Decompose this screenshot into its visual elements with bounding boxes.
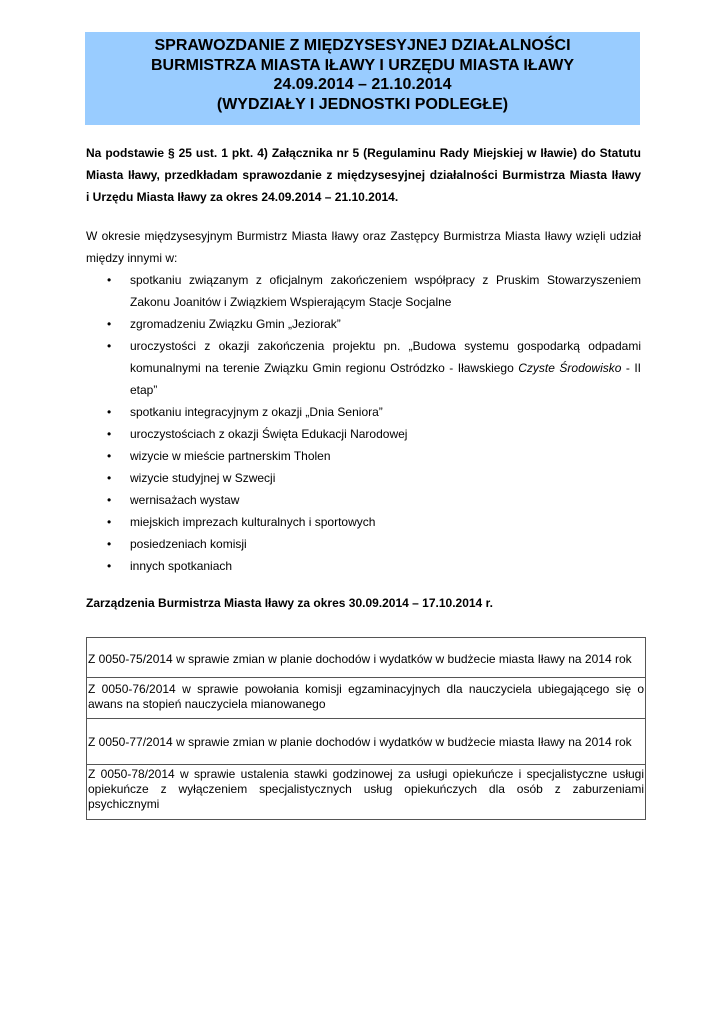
order-text: Z 0050-77/2014 w sprawie zmian w planie dochodów i wydatków w budżecie miasta Iławy na 2014 rok bbox=[88, 735, 632, 749]
table-cell bbox=[87, 719, 646, 765]
table-cell bbox=[87, 678, 646, 719]
bullet-icon: • bbox=[107, 317, 112, 331]
list-item-text: spotkaniu związanym z oficjalnym zakończeniem współpracy z Pruskim Stowarzyszeniem bbox=[130, 273, 641, 287]
bullet-icon: • bbox=[107, 339, 112, 353]
list-item-text: Zakonu Joanitów i Związkiem Wspierającym Stacje Socjalne bbox=[130, 295, 452, 309]
order-text: awans na stopień nauczyciela mianowanego bbox=[88, 697, 326, 711]
table-row bbox=[87, 765, 646, 820]
table-cell bbox=[87, 765, 646, 820]
list-item bbox=[86, 533, 641, 555]
table-row bbox=[87, 638, 646, 678]
list-item-text: miejskich imprezach kulturalnych i sportowych bbox=[130, 515, 376, 529]
bullet-icon: • bbox=[107, 471, 112, 485]
bullet-icon: • bbox=[107, 493, 112, 507]
activities-list bbox=[86, 269, 641, 577]
order-text: opiekuńcze z wyłączeniem specjalistycznych usług opiekuńczych dla osób z zaburzeniami bbox=[88, 782, 644, 796]
bullet-icon: • bbox=[107, 537, 112, 551]
bullet-icon: • bbox=[107, 449, 112, 463]
list-item-text: - II bbox=[621, 361, 641, 375]
report-subtitle: (WYDZIAŁY I JEDNOSTKI PODLEGŁE) bbox=[216, 95, 509, 113]
order-text: Z 0050-75/2014 w sprawie zmian w planie dochodów i wydatków w budżecie miasta Iławy na 2014 rok bbox=[88, 652, 632, 666]
report-title-line: SPRAWOZDANIE Z MIĘDZYSESYJNEJ DZIAŁALNOŚCI bbox=[154, 37, 571, 54]
list-item bbox=[86, 511, 641, 533]
list-item bbox=[86, 401, 641, 423]
list-item bbox=[86, 423, 641, 445]
list-item-text: wizycie studyjnej w Szwecji bbox=[130, 471, 276, 485]
list-item-text: wernisażach wystaw bbox=[130, 493, 240, 507]
table-row bbox=[87, 678, 646, 719]
list-item-text: zgromadzeniu Związku Gmin „Jeziorak” bbox=[130, 317, 341, 331]
list-item-text: spotkaniu integracyjnym z okazji „Dnia Seniora” bbox=[130, 405, 383, 419]
order-text: Z 0050-76/2014 w sprawie powołania komisji egzaminacyjnych dla nauczyciela ubiegającego się o bbox=[88, 682, 644, 696]
bullet-icon: • bbox=[107, 559, 112, 573]
report-date-range: 24.09.2014 – 21.10.2014 bbox=[273, 76, 452, 93]
orders-heading: Zarządzenia Burmistrza Miasta Iławy za okres 30.09.2014 – 17.10.2014 r. bbox=[86, 596, 493, 610]
intro-line: i Urzędu Miasta Iławy za okres 24.09.2014 – 21.10.2014. bbox=[86, 190, 399, 204]
legal-basis-paragraph bbox=[86, 142, 641, 208]
report-title-box bbox=[85, 32, 640, 125]
list-item bbox=[86, 335, 641, 401]
bullet-icon: • bbox=[107, 515, 112, 529]
list-item-text: komunalnymi na terenie Związku Gmin regionu Ostródzko - Iławskiego bbox=[130, 361, 514, 375]
list-item-text: uroczystościach z okazji Święta Edukacji Narodowej bbox=[130, 427, 408, 441]
bullet-icon: • bbox=[107, 427, 112, 441]
list-item-text-mixed bbox=[130, 357, 641, 379]
bullet-icon: • bbox=[107, 273, 112, 287]
list-item bbox=[86, 269, 641, 313]
table-row bbox=[87, 719, 646, 765]
list-item bbox=[86, 313, 641, 335]
bullet-icon: • bbox=[107, 405, 112, 419]
list-item-text: wizycie w mieście partnerskim Tholen bbox=[130, 449, 331, 463]
paragraph-line: W okresie międzysesyjnym Burmistrz Miasta Iławy oraz Zastępcy Burmistrza Miasta Iławy wzięli udział bbox=[86, 229, 641, 243]
list-item-text: posiedzeniach komisji bbox=[130, 537, 247, 551]
table-cell bbox=[87, 638, 646, 678]
list-item-text: uroczystości z okazji zakończenia projektu pn. „Budowa systemu gospodarką odpadami bbox=[130, 339, 641, 353]
list-item-text: etap” bbox=[130, 383, 158, 397]
list-item bbox=[86, 445, 641, 467]
orders-table bbox=[86, 637, 646, 820]
intro-line: Miasta Iławy, przedkładam sprawozdanie z międzysesyjnej działalności Burmistrza Miasta Iławy bbox=[86, 168, 641, 182]
intro-line: Na podstawie § 25 ust. 1 pkt. 4) Załącznika nr 5 (Regulaminu Rady Miejskiej w Iławie) do Statutu bbox=[86, 146, 641, 160]
project-name: Czyste Środowisko bbox=[518, 361, 622, 375]
activities-intro-paragraph bbox=[86, 225, 641, 269]
list-item-text: innych spotkaniach bbox=[130, 559, 233, 573]
list-item bbox=[86, 467, 641, 489]
list-item bbox=[86, 555, 641, 577]
order-text: psychicznymi bbox=[88, 797, 160, 811]
paragraph-line: między innymi w: bbox=[86, 251, 178, 265]
report-title-line: BURMISTRZA MIASTA IŁAWY I URZĘDU MIASTA IŁAWY bbox=[150, 56, 575, 74]
order-text: Z 0050-78/2014 w sprawie ustalenia stawki godzinowej za usługi opiekuńcze i specjalistyczne usługi bbox=[88, 767, 644, 781]
list-item bbox=[86, 489, 641, 511]
